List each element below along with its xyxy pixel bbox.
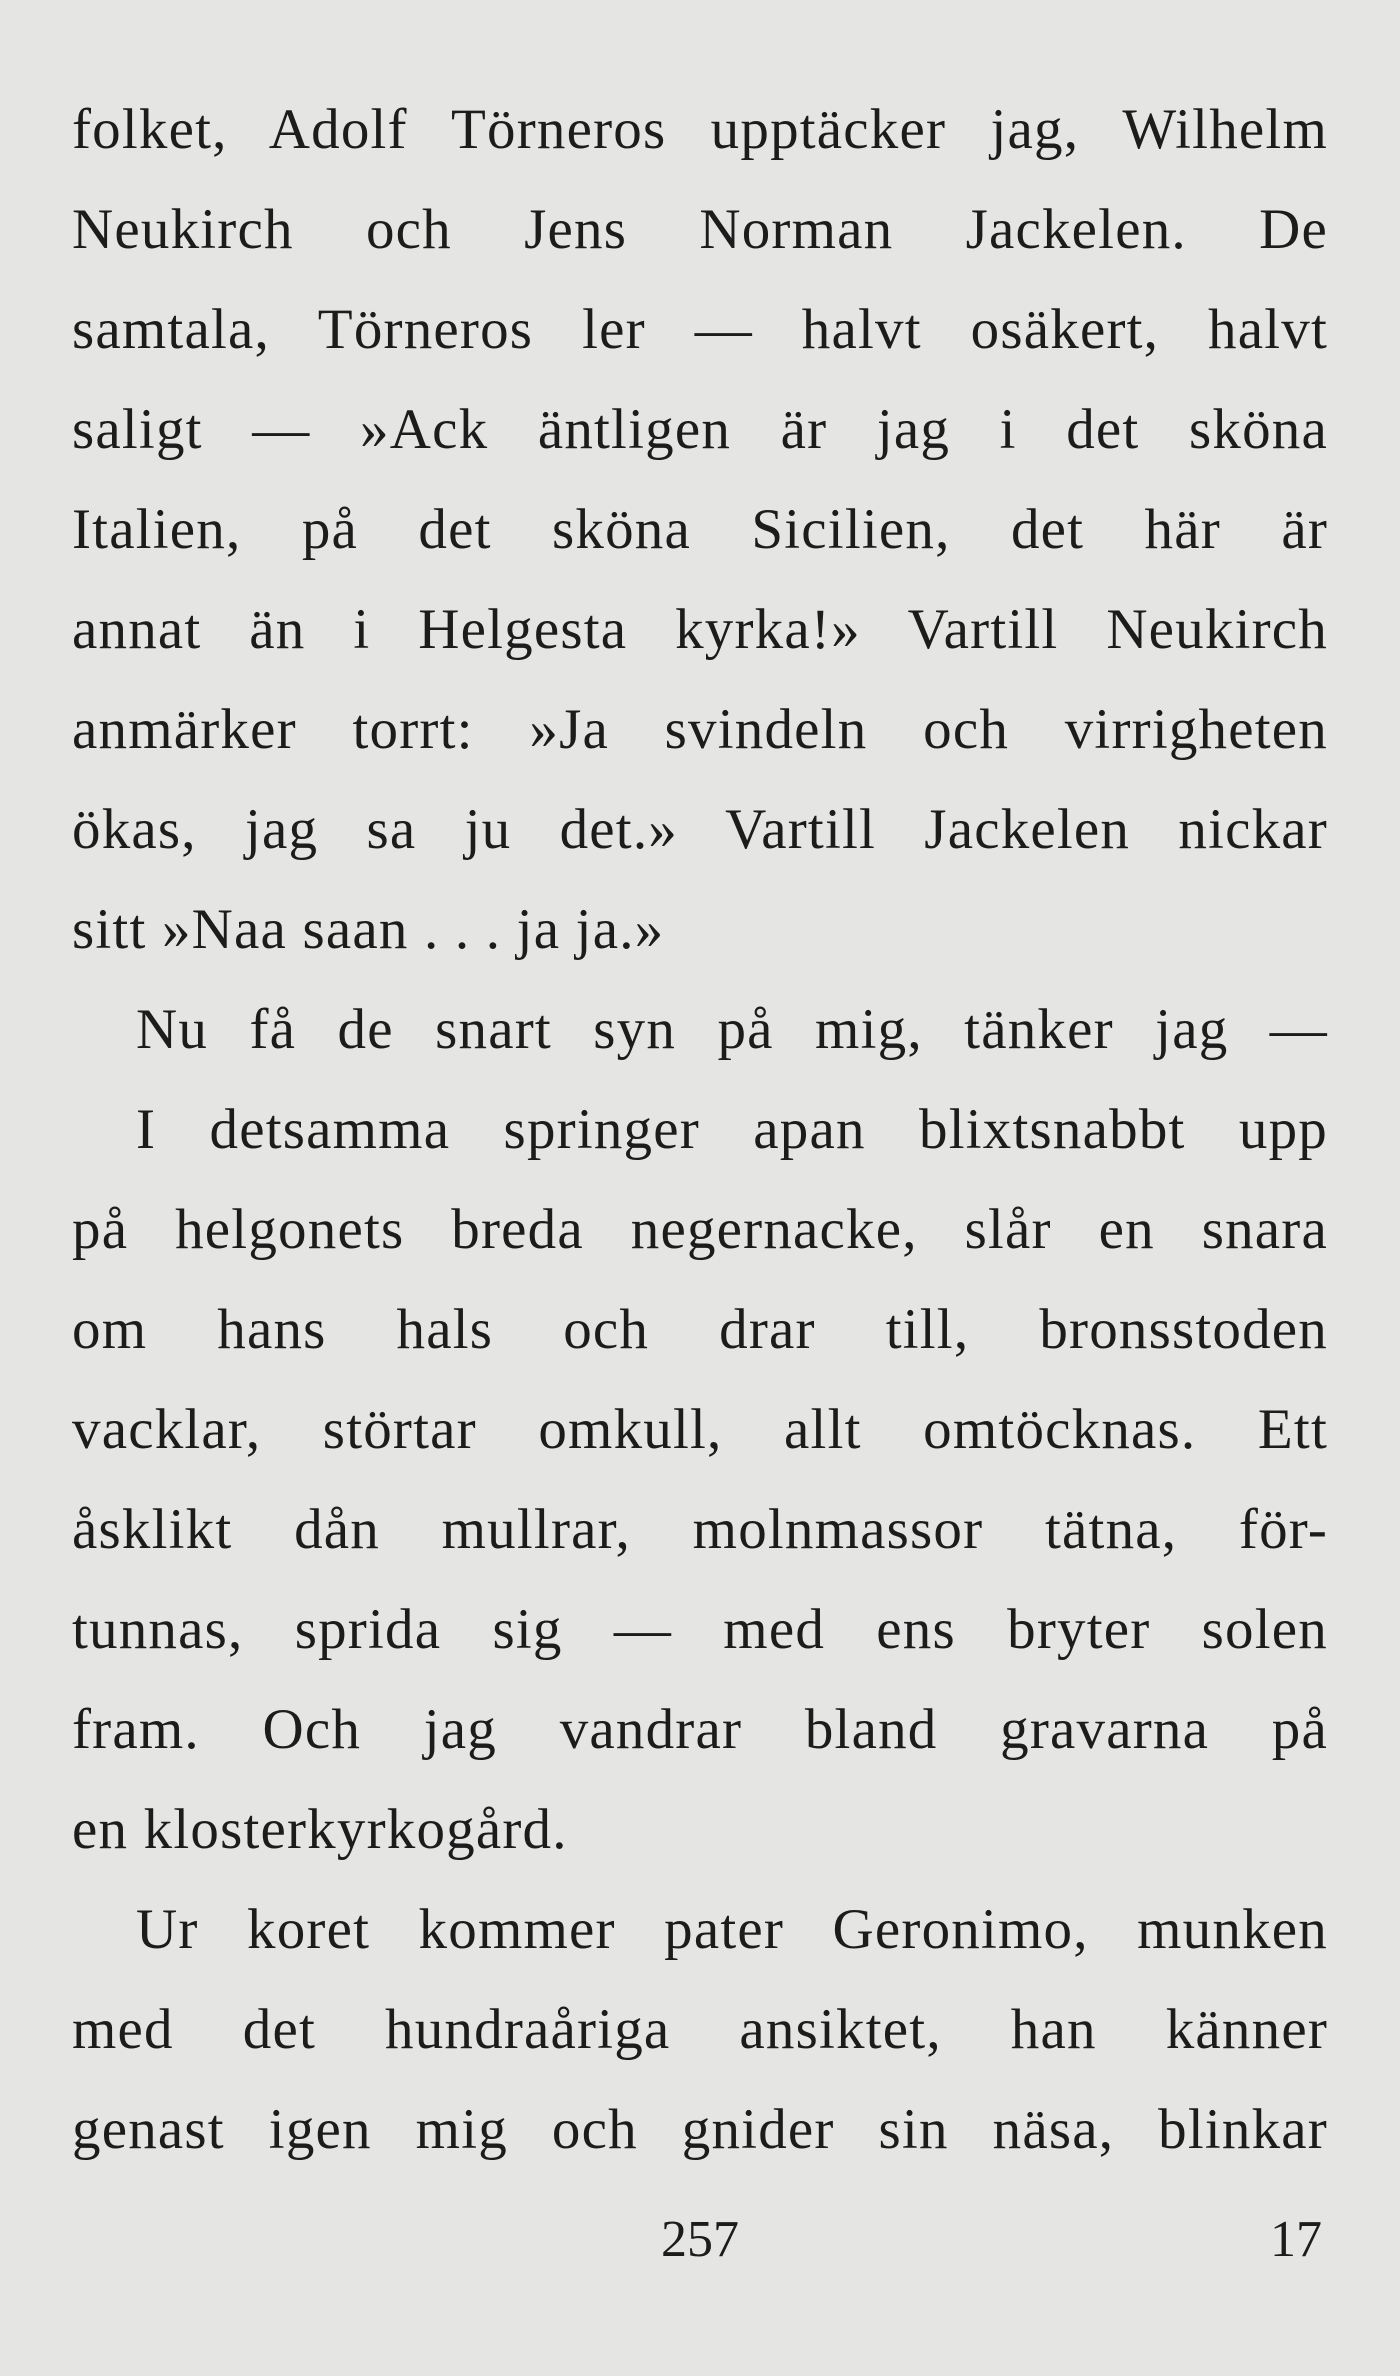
text-line: om hans hals och drar till, bronsstoden bbox=[72, 1298, 1328, 1361]
text-line: Ur koret kommer pater Geronimo, munken bbox=[136, 1898, 1328, 1961]
text-line: genast igen mig och gnider sin näsa, blinkar bbox=[72, 2098, 1328, 2161]
text-line: Nu få de snart syn på mig, tänker jag — bbox=[136, 998, 1328, 1061]
text-line: en klosterkyrkogård. bbox=[72, 1798, 568, 1861]
text-line: Italien, på det sköna Sicilien, det här är bbox=[72, 498, 1328, 561]
text-line: på helgonets breda negernacke, slår en snara bbox=[72, 1198, 1328, 1261]
text-line: I detsamma springer apan blixtsnabbt upp bbox=[136, 1098, 1328, 1161]
text-line: sitt »Naa saan . . . ja ja.» bbox=[72, 898, 665, 961]
signature-mark: 17 bbox=[1270, 2211, 1322, 2268]
text-line: folket, Adolf Törneros upptäcker jag, Wilhelm bbox=[72, 98, 1328, 161]
text-line: samtala, Törneros ler — halvt osäkert, halvt bbox=[72, 298, 1328, 361]
page-footer bbox=[0, 2200, 1400, 2280]
text-line: anmärker torrt: »Ja svindeln och virrigheten bbox=[72, 698, 1328, 761]
text-line: fram. Och jag vandrar bland gravarna på bbox=[72, 1698, 1328, 1761]
text-line: vacklar, störtar omkull, allt omtöcknas. Ett bbox=[72, 1398, 1328, 1461]
text-line: ökas, jag sa ju det.» Vartill Jackelen nickar bbox=[72, 798, 1328, 861]
text-line: Neukirch och Jens Norman Jackelen. De bbox=[72, 198, 1328, 261]
text-line: tunnas, sprida sig — med ens bryter solen bbox=[72, 1598, 1328, 1661]
text-line: åsklikt dån mullrar, molnmassor tätna, för- bbox=[72, 1498, 1328, 1561]
text-line: annat än i Helgesta kyrka!» Vartill Neukirch bbox=[72, 598, 1328, 661]
text-line: saligt — »Ack äntligen är jag i det sköna bbox=[72, 398, 1328, 461]
text-line: med det hundraåriga ansiktet, han känner bbox=[72, 1998, 1328, 2061]
page-number: 257 bbox=[661, 2211, 739, 2268]
